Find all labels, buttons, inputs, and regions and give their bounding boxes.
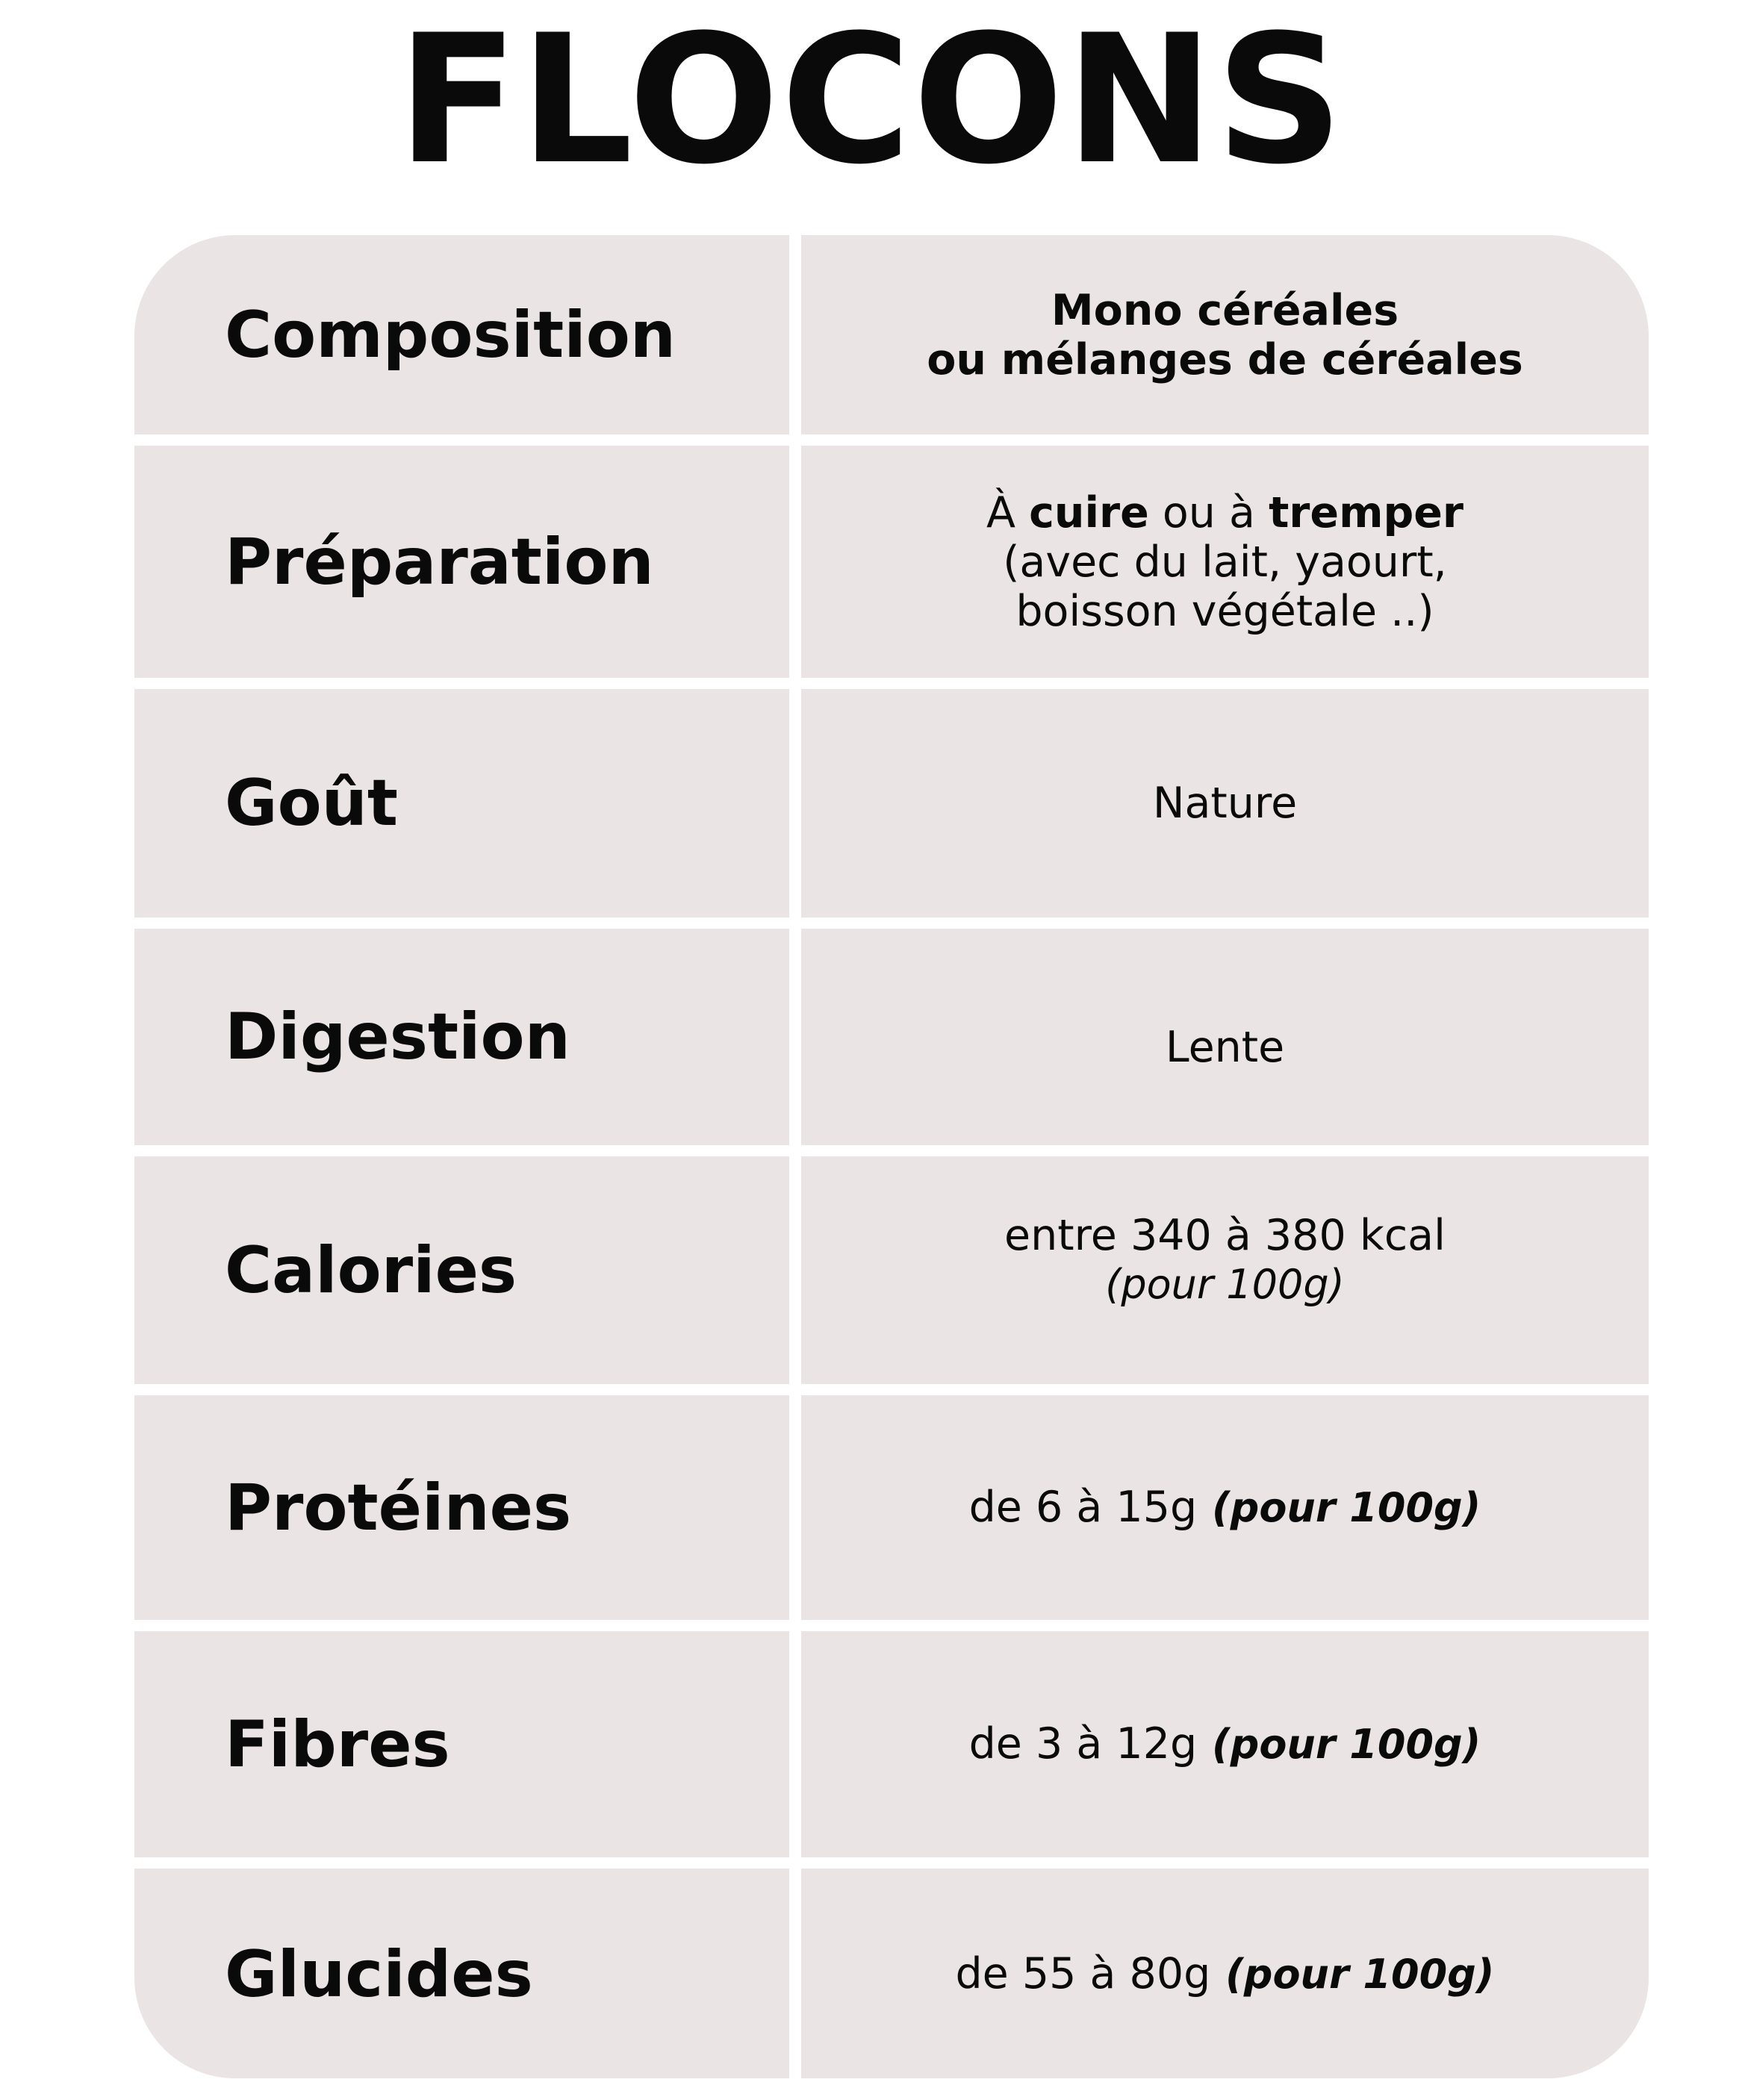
- row-value-digestion: [801, 929, 1649, 1145]
- row-label-composition: Composition: [134, 235, 789, 434]
- page-title: FLOCONS: [396, 0, 1346, 204]
- glucides-note: (pour 100g): [1225, 1951, 1495, 1998]
- row-label-gout: Goût: [134, 689, 789, 917]
- preparation-a: À: [986, 487, 1030, 538]
- row-value-proteines: [801, 1395, 1649, 1620]
- fibres-value-line: [969, 1719, 1481, 1769]
- composition-value-line-1: Mono céréales: [1051, 285, 1399, 335]
- row-label-glucides: Glucides: [134, 1869, 789, 2078]
- preparation-cuire: cuire: [1029, 487, 1149, 538]
- row-label-proteines: Protéines: [134, 1395, 789, 1620]
- row-label-digestion: Digestion: [134, 929, 789, 1145]
- preparation-value-line-3: boisson végétale ..): [1015, 586, 1434, 636]
- proteines-value: de 6 à 15g: [968, 1483, 1198, 1532]
- row-value-gout: [801, 689, 1649, 917]
- preparation-tremper: tremper: [1269, 487, 1464, 538]
- digestion-value: Lente: [1165, 1023, 1285, 1072]
- composition-value-line-2: ou mélanges de céréales: [927, 334, 1523, 384]
- comparison-table: [134, 235, 1649, 2078]
- row-value-fibres: [801, 1631, 1649, 1857]
- row-value-preparation: [801, 446, 1649, 678]
- proteines-value-line: [969, 1483, 1481, 1533]
- fibres-note: (pour 100g): [1212, 1721, 1481, 1768]
- calories-value: entre 340 à 380 kcal: [1004, 1210, 1446, 1260]
- row-value-calories: [801, 1156, 1649, 1384]
- glucides-value-line: [955, 1949, 1494, 1999]
- preparation-value-line-2: (avec du lait, yaourt,: [1003, 537, 1447, 587]
- row-label-fibres: Fibres: [134, 1631, 789, 1857]
- glucides-value: de 55 à 80g: [955, 1949, 1211, 1998]
- row-value-glucides: [801, 1869, 1649, 2078]
- row-value-composition: [801, 235, 1649, 434]
- fibres-value: de 3 à 12g: [968, 1719, 1198, 1769]
- row-label-preparation: Préparation: [134, 446, 789, 678]
- preparation-ou-a: ou à: [1148, 487, 1269, 538]
- row-label-calories: Calories: [134, 1156, 789, 1384]
- proteines-note: (pour 100g): [1212, 1484, 1481, 1531]
- preparation-value-line-1: [986, 488, 1463, 538]
- calories-note: (pour 100g): [1105, 1260, 1345, 1308]
- gout-value: Nature: [1152, 779, 1298, 828]
